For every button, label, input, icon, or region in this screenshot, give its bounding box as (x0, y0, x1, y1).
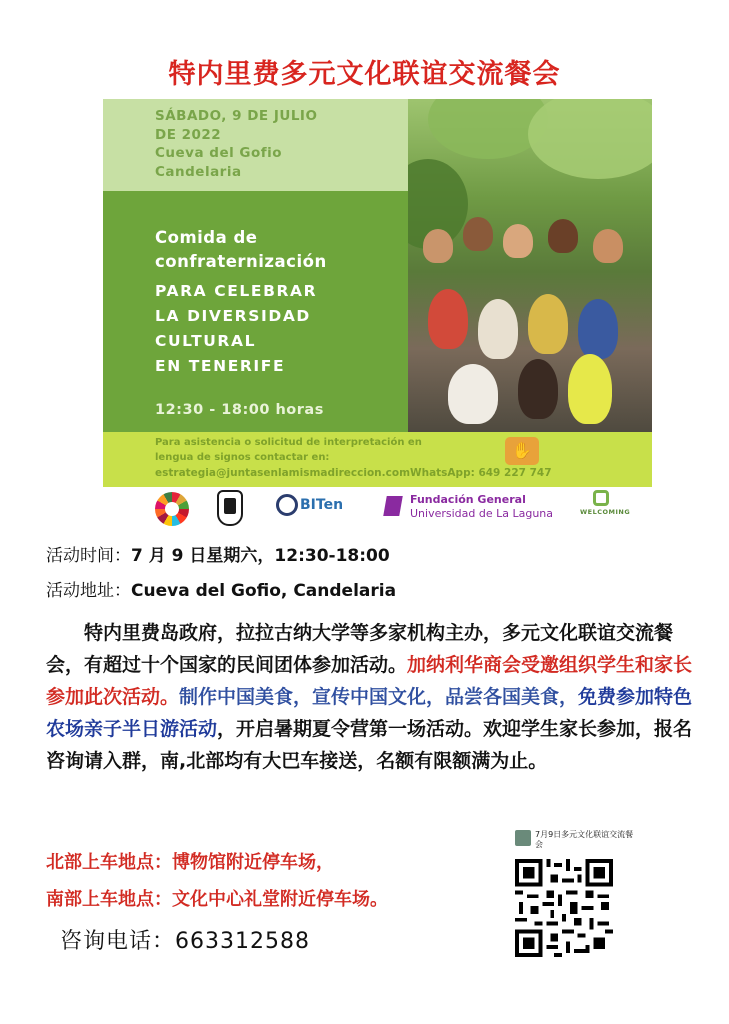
poster-place-line1: Cueva del Gofio (155, 145, 283, 161)
welcoming-logo-text: WELCOMING (580, 508, 631, 516)
phone-label: 咨询电话： (60, 929, 176, 954)
poster-place-line2: Candelaria (155, 163, 242, 180)
poster-date-place (155, 107, 405, 181)
poster-contact-band (103, 432, 652, 487)
event-place-line (46, 581, 396, 601)
poster-heading-line2: confraternización (155, 252, 327, 271)
contact-phone (60, 924, 310, 955)
group-avatar (515, 830, 531, 846)
poster-sub-line1: PARA CELEBRAR (155, 282, 318, 300)
poster-assist-text (155, 436, 495, 465)
poster-assist-line1: Para asistencia o solicitud de interpretación en (155, 437, 422, 448)
description-food: 制作中国美食，宣传中国文化，品尝各国美食， (179, 686, 579, 708)
poster-sub-line3: CULTURAL (155, 332, 257, 350)
event-place-value: Cueva del Gofio, Candelaria (131, 581, 397, 601)
poster-heading-line1: Comida de (155, 228, 258, 247)
welcoming-logo-icon (593, 490, 609, 506)
pickup-north: 北部上车地点：博物馆附近停车场， (46, 852, 334, 873)
fundacion-logo-line2: Universidad de La Laguna (410, 507, 554, 520)
event-place-label: 活动地址： (46, 581, 131, 601)
poster-heading (155, 226, 327, 274)
biten-logo (276, 494, 343, 516)
event-time-line (46, 546, 390, 566)
poster-assist-line2: lengua de signos contactar en: (155, 451, 330, 463)
event-time-value: 7 月 9 日星期六，12:30-18:00 (131, 546, 390, 566)
poster-contact: estrategia@juntasenlamismadireccion.comWhatsApp: 649 227 747 (155, 467, 552, 479)
description-farm-trip: 免费参加特色农场亲子半日游活动 (46, 686, 693, 740)
biten-logo-text: BITen (300, 497, 344, 513)
poster-date-line2: DE 2022 (155, 126, 222, 143)
poster-time: 12:30 - 18:00 horas (155, 402, 324, 418)
sponsor-logos (0, 488, 729, 524)
sign-language-icon: ✋ (505, 437, 539, 465)
poster-subheading (155, 279, 317, 379)
poster-sub-line2: LA DIVERSIDAD (155, 307, 311, 325)
fundacion-logo-line1: Fundación General (410, 493, 526, 506)
group-qr-code[interactable] (515, 859, 613, 957)
poster-date-line1: SÁBADO, 9 DE JULIO (155, 108, 318, 124)
event-time-label: 活动时间： (46, 546, 131, 566)
poster-sub-line4: EN TENERIFE (155, 357, 286, 375)
sdg-wheel-icon (155, 492, 189, 526)
qr-group-name: 7月9日多元文化联谊交流餐会 (535, 830, 634, 849)
description-closing: ，开启暑期夏令营第一场活动。欢迎学生家长参加，报名咨询请入群，南,北部均有大巴车接送，名额有限额满为止。 (46, 718, 693, 772)
phone-number: 663312588 (175, 929, 310, 954)
poster-group-photo (408, 99, 652, 432)
page-title: 特内里费多元文化联谊交流餐会 (168, 59, 561, 90)
event-poster (103, 99, 652, 487)
description-chamber: 加纳利华商会受邀组织学生和家长参加此次活动。 (46, 654, 693, 708)
pickup-south: 南部上车地点：文化中心礼堂附近停车场。 (46, 889, 388, 910)
fundacion-logo-icon (383, 496, 403, 516)
event-description (46, 617, 696, 777)
cabildo-tenerife-logo (217, 490, 243, 526)
biten-circle-icon (276, 494, 298, 516)
description-intro: 特内里费岛政府，拉拉古纳大学等多家机构主办，多元文化联谊交流餐会，有超过十个国家的民间团体参加活动。 (46, 622, 674, 676)
